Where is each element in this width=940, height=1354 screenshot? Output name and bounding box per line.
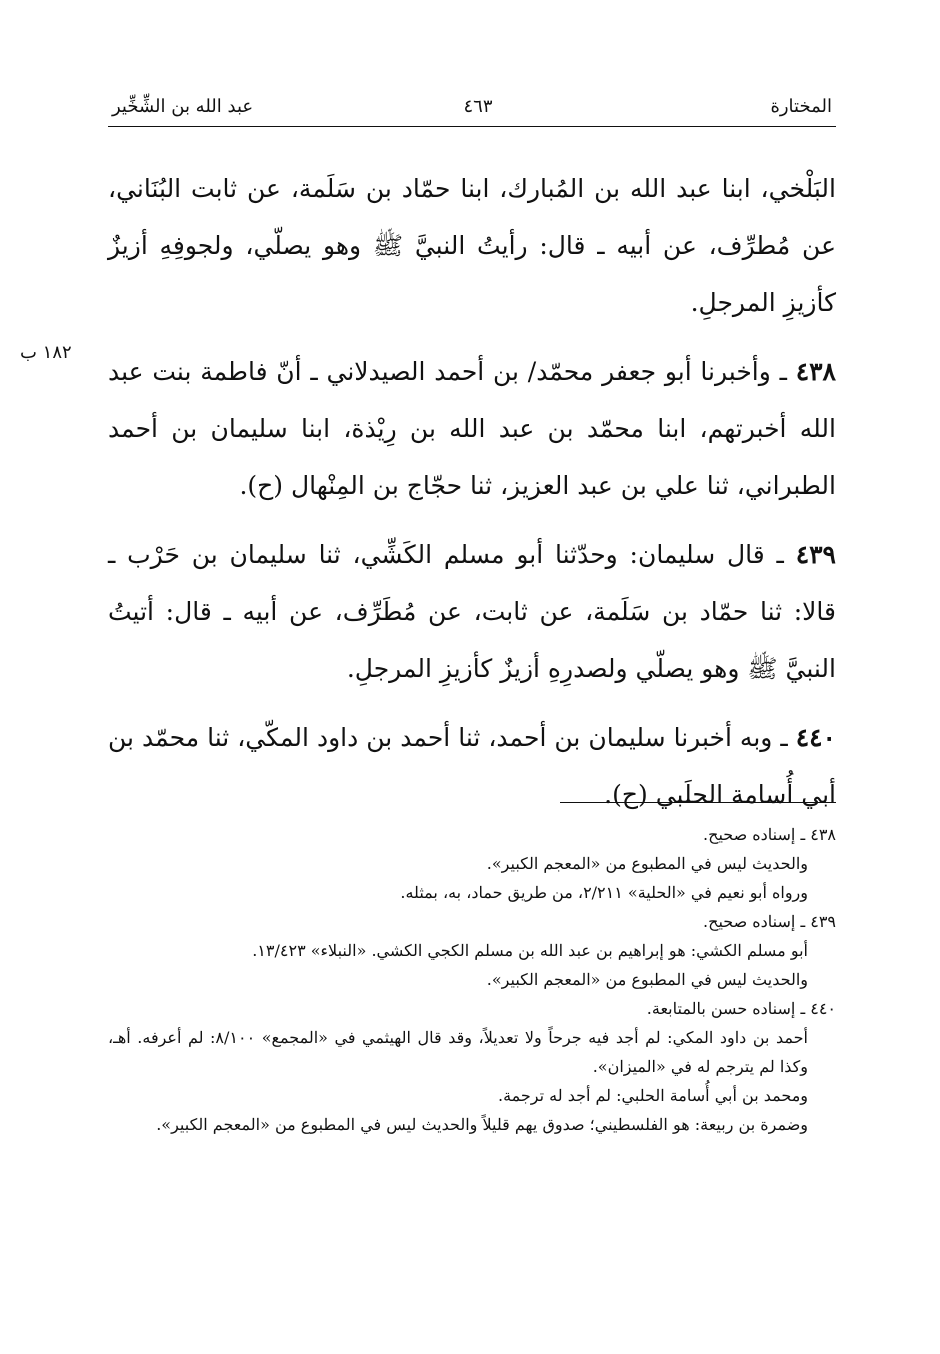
footnote-line: ومحمد بن أبي أُسامة الحلبي: لم أجد له ترجمة. bbox=[498, 1086, 808, 1105]
footnote-440 bbox=[108, 994, 836, 1139]
footnote-line: أبو مسلم الكشي: هو إبراهيم بن عبد الله بن مسلم الكجي الكشي. «النبلاء» ١٣/٤٢٣. bbox=[252, 941, 808, 960]
footnote-head: ٤٣٨ ـ إسناده صحيح. bbox=[703, 825, 836, 844]
footnote-line: ورواه أبو نعيم في «الحلية» ٢/٢١١، من طريق حماد، به، بمثله. bbox=[400, 883, 808, 902]
running-header bbox=[108, 90, 836, 127]
paragraph-439 bbox=[108, 526, 836, 697]
footnote-separator bbox=[560, 802, 836, 803]
manuscript-folio-note: ١٨٢ ب bbox=[20, 342, 72, 363]
footnote-line: أحمد بن داود المكي: لم أجد فيه جرحاً ولا تعديلاً، وقد قال الهيثمي في «المجمع» ٨/١٠٠: لم أعرفه. أهـ، وكذا لم يترجم له في «الميزان». bbox=[108, 1028, 808, 1076]
footnote-line: والحديث ليس في المطبوع من «المعجم الكبير». bbox=[486, 854, 808, 873]
footnote-head: ٤٣٩ ـ إسناده صحيح. bbox=[703, 912, 836, 931]
hadith-number: ٤٣٩ bbox=[795, 540, 836, 569]
footnote-line: وضمرة بن ربيعة: هو الفلسطيني؛ صدوق يهم قليلاً والحديث ليس في المطبوع من «المعجم الكبير». bbox=[156, 1115, 808, 1134]
footnote-438 bbox=[108, 820, 836, 907]
main-text bbox=[108, 160, 836, 835]
footnote-439 bbox=[108, 907, 836, 994]
footnotes bbox=[108, 820, 836, 1139]
paragraph-continuation bbox=[108, 160, 836, 331]
footnote-line: والحديث ليس في المطبوع من «المعجم الكبير». bbox=[486, 970, 808, 989]
footnote-head: ٤٤٠ ـ إسناده حسن بالمتابعة. bbox=[646, 999, 836, 1018]
page-number: ٤٦٣ bbox=[463, 96, 493, 117]
paragraph-text: ـ وبه أخبرنا سليمان بن أحمد، ثنا أحمد بن داود المكّي، ثنا محمّد بن أبي أُسامة الحلَبي (ح). bbox=[108, 723, 836, 809]
paragraph-438 bbox=[108, 343, 836, 514]
paragraph-440 bbox=[108, 709, 836, 823]
hadith-number: ٤٣٨ bbox=[795, 357, 836, 386]
paragraph-text: ـ قال سليمان: وحدّثنا أبو مسلم الكَشِّي، ثنا سليمان بن حَرْب ـ قالا: ثنا حمّاد بن سَلَمة، عن ثابت، عن مُطَرِّف، عن أبيه ـ قال: أتيتُ النبيَّ ﷺ وهو يصلّي ولصدرِهِ أزيزٌ كأزيزِ المرجلِ. bbox=[108, 540, 836, 683]
paragraph-text: البَلْخي، ابنا عبد الله بن المُبارك، ابنا حمّاد بن سَلَمة، عن ثابت البُنَاني، عن مُطرِّف، عن أبيه ـ قال: رأيتُ النبيَّ ﷺ وهو يصلّي، ولجوفِهِ أزيزٌ كأزيزِ المرجلِ. bbox=[108, 174, 836, 317]
header-book-title: المختارة bbox=[770, 96, 832, 117]
header-chapter-title: عبد الله بن الشِّخِّير bbox=[112, 96, 254, 117]
hadith-number: ٤٤٠ bbox=[795, 723, 836, 752]
paragraph-text: ـ وأخبرنا أبو جعفر محمّد/ بن أحمد الصيدلاني ـ أنّ فاطمة بنت عبد الله أخبرتهم، ابنا محمّد بن عبد الله بن رِيْذة، ابنا سليمان بن أحمد الطبراني، ثنا علي بن عبد العزيز، ثنا حجّاج بن المِنْهال (ح). bbox=[108, 357, 836, 500]
